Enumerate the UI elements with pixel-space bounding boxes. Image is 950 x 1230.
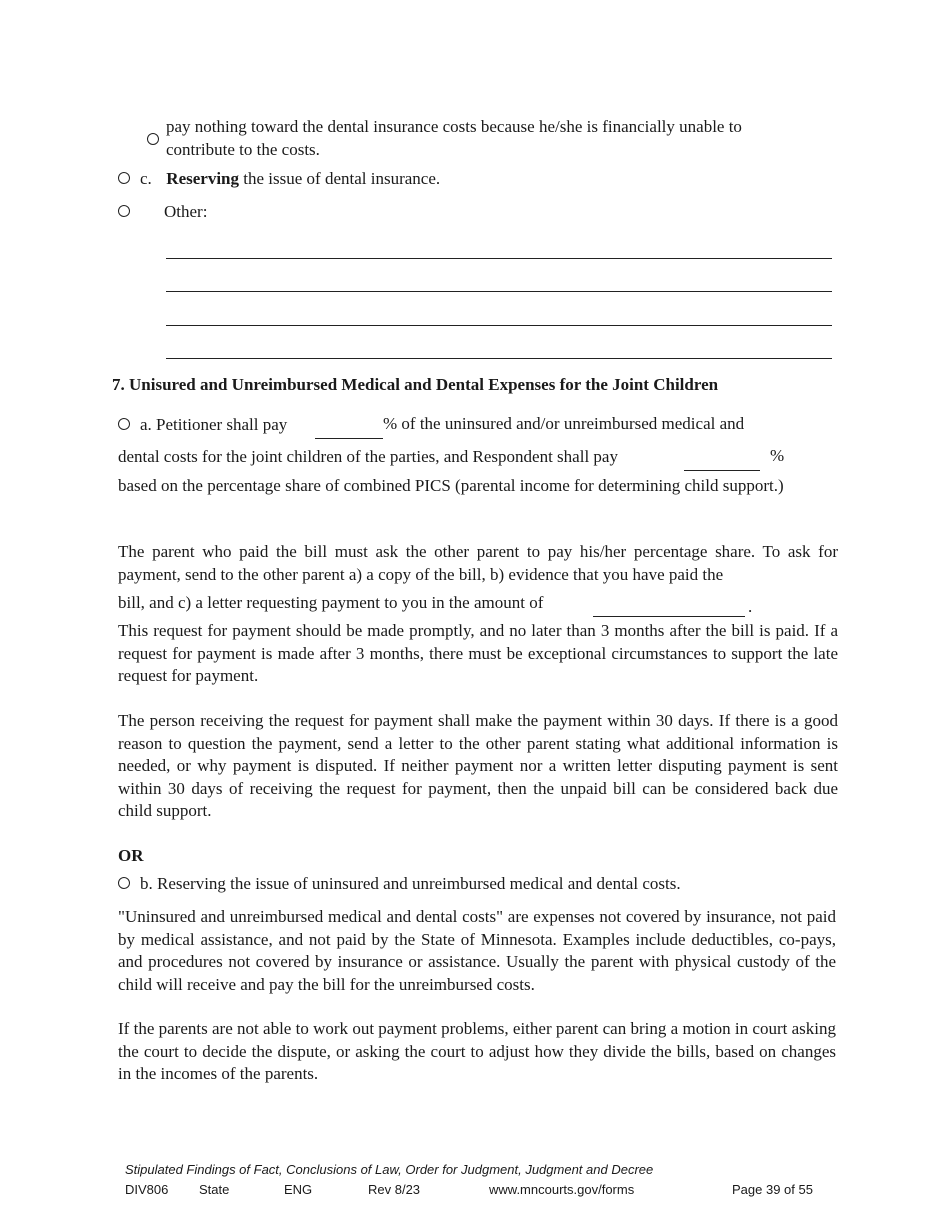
paragraph-3: "Uninsured and unreimbursed medical and dental costs" are expenses not covered by insurance, not paid by medical assistance, and not paid by the State of Minnesota. Examples include deductibles, co-pays, and procedures not covered by insurance or assistance. Usually the parent with physical custody of the child will receive and pay the bill for the unreimbursed costs. bbox=[118, 907, 836, 994]
option-7a-line-3: based on the percentage share of combined PICS (parental income for determining child support.) bbox=[118, 476, 784, 495]
respondent-percent-sign: % bbox=[770, 446, 785, 465]
option-c-letter: c. bbox=[140, 169, 152, 188]
paragraph-1c: This request for payment should be made promptly, and no later than 3 months after the bill is paid. If a request for payment is made after 3 months, there must be exceptional circumstances to support the late request for payment. bbox=[118, 621, 838, 685]
option-7a-line-2: dental costs for the joint children of the parties, and Respondent shall pay bbox=[118, 447, 618, 466]
other-line-1[interactable] bbox=[166, 258, 832, 259]
payment-amount-field[interactable] bbox=[593, 616, 745, 617]
footer-form-id: DIV806 bbox=[125, 1182, 169, 1197]
option-b-radio[interactable] bbox=[147, 133, 159, 145]
other-radio[interactable] bbox=[118, 205, 130, 217]
option-c-radio[interactable] bbox=[118, 172, 130, 184]
other-label: Other: bbox=[164, 202, 208, 221]
option-c-label bbox=[140, 168, 440, 190]
or-label: OR bbox=[118, 846, 144, 865]
other-line-3[interactable] bbox=[166, 325, 832, 326]
option-7b-radio[interactable] bbox=[118, 877, 130, 889]
respondent-percent-field[interactable] bbox=[684, 470, 760, 471]
footer-revision: Rev 8/23 bbox=[368, 1182, 421, 1197]
other-line-4[interactable] bbox=[166, 358, 832, 359]
footer-language: ENG bbox=[284, 1182, 313, 1197]
paragraph-1a: The parent who paid the bill must ask the other parent to pay his/her percentage share. To ask for payment, send to the other parent a) a copy of the bill, b) evidence that you have paid the bbox=[118, 542, 838, 584]
footer-title: Stipulated Findings of Fact, Conclusions of Law, Order for Judgment, Judgment and Decree bbox=[125, 1162, 654, 1177]
footer-jurisdiction: State bbox=[199, 1182, 230, 1197]
option-b-line-1: pay nothing toward the dental insurance costs because he/she is financially unable to bbox=[166, 117, 742, 136]
option-7a-part-1: a. Petitioner shall pay bbox=[140, 415, 288, 434]
payment-period: . bbox=[748, 597, 753, 616]
section-7-heading: 7. Unisured and Unreimbursed Medical and Dental Expenses for the Joint Children bbox=[112, 375, 719, 394]
paragraph-4: If the parents are not able to work out payment problems, either parent can bring a motion in court asking the court to decide the dispute, or asking the court to adjust how they divide the bills, based on changes in the incomes of the parents. bbox=[118, 1019, 836, 1083]
option-b-continuation bbox=[166, 115, 742, 161]
footer-page-number: Page 39 of 55 bbox=[732, 1182, 813, 1197]
footer-website[interactable]: www.mncourts.gov/forms bbox=[489, 1182, 635, 1197]
option-7a-part-2: % of the uninsured and/or unreimbursed medical and bbox=[383, 414, 745, 433]
option-c-text: the issue of dental insurance. bbox=[239, 169, 441, 188]
other-line-2[interactable] bbox=[166, 291, 832, 292]
paragraph-1b: bill, and c) a letter requesting payment to you in the amount of bbox=[118, 593, 544, 612]
paragraph-2: The person receiving the request for payment shall make the payment within 30 days. If there is a good reason to question the payment, send a letter to the other parent stating what additional information is needed, or why payment is disputed. If neither payment nor a written letter disputing payment is sent within 30 days of receiving the request for payment, then the unpaid bill can be considered back due child support. bbox=[118, 711, 838, 820]
petitioner-percent-field[interactable] bbox=[315, 438, 383, 439]
option-7b-label: b. Reserving the issue of uninsured and unreimbursed medical and dental costs. bbox=[140, 874, 681, 893]
option-7a-radio[interactable] bbox=[118, 418, 130, 430]
option-c-bold: Reserving bbox=[166, 169, 240, 188]
option-b-line-2: contribute to the costs. bbox=[166, 140, 320, 159]
